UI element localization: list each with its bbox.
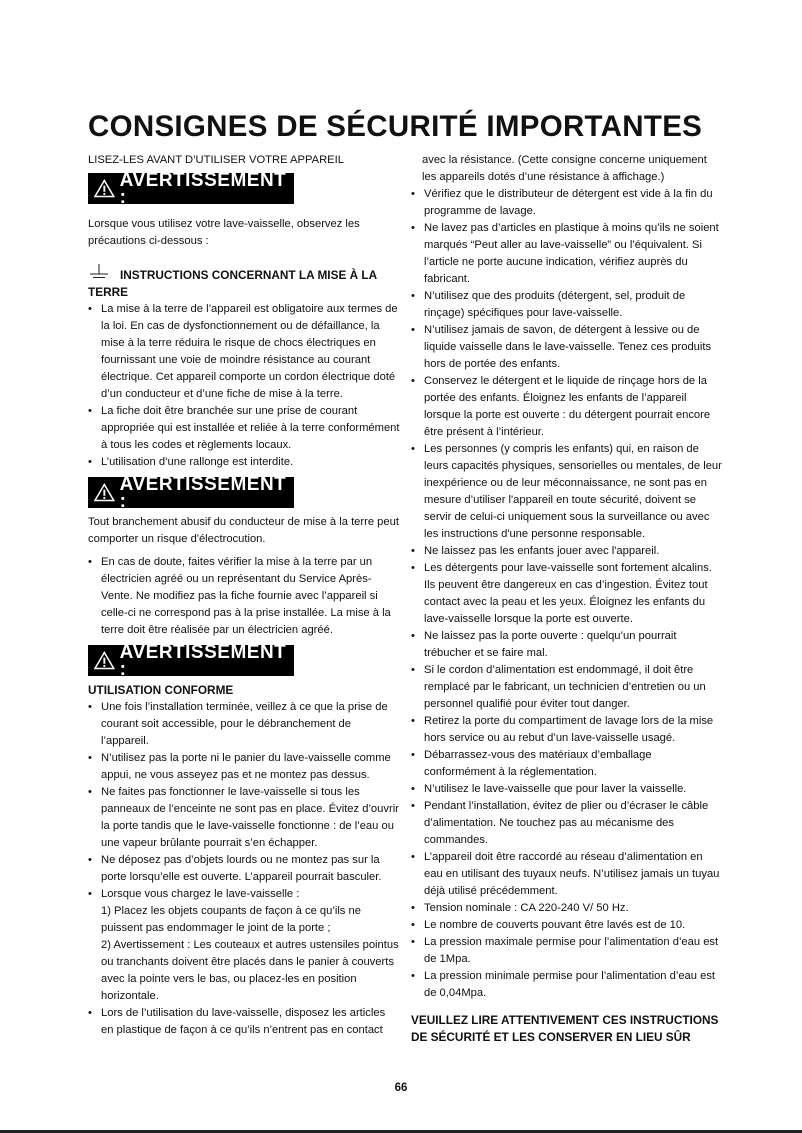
list-item: • La pression minimale permise pour l’alimentation d’eau est de 0,04Mpa. [411,968,723,1002]
page-number: 66 [394,1082,408,1094]
safety-list [411,186,723,1002]
left-column [88,152,400,1039]
ground-symbol-icon [88,264,110,282]
page-title: CONSIGNES DE SÉCURITÉ IMPORTANTES [88,110,703,143]
list-item: • N’utilisez le lave-vaisselle que pour laver la vaisselle. [411,781,723,798]
list-item: • N’utilisez pas la porte ni le panier du lave-vaisselle comme appui, ne vous asseyez pas et ne montez pas dessus. [88,750,400,784]
list-item: • Ne déposez pas d’objets lourds ou ne montez pas sur la porte lorsqu’elle est ouverte. L’appareil pourrait basculer. [88,852,400,886]
list-item: • En cas de doute, faites vérifier la mise à la terre par un électricien agréé ou un représentant du Service Après-Vente. Ne modifiez pas la fiche fournie avec l’appareil si celle-ci ne correspond pas à la prise installée. La mise à la terre doit être réalisée par un électricien agréé. [88,554,400,639]
list-item: • Débarrassez-vous des matériaux d’emballage conformément à la réglementation. [411,747,723,781]
list-item: • Retirez la porte du compartiment de lavage lors de la mise hors service ou au rebut d’un lave-vaisselle usagé. [411,713,723,747]
warning-label: AVERTISSEMENT : [119,641,287,680]
warning-triangle-icon [94,179,115,198]
ground-heading: INSTRUCTIONS CONCERNANT LA MISE À LA TERRE [88,264,400,301]
list-item: • La fiche doit être branchée sur une prise de courant appropriée qui est installée et reliée à la terre conformément à tous les codes et règlements locaux. [88,403,400,454]
misuse-text: Tout branchement abusif du conducteur de mise à la terre peut comporter un risque d'électrocution. [88,516,399,545]
list-item: • N’utilisez jamais de savon, de détergent à lessive ou de liquide vaisselle dans le lave-vaisselle. Tenez ces produits hors de portée des enfants. [411,322,723,373]
list-item: • Les personnes (y compris les enfants) qui, en raison de leurs capacités physiques, sensorielles ou mentales, de leur inexpérience ou de leur méconnaissance, ne sont pas en mesure d’utiliser l'appareil en toute sécurité, doivent se servir de celui-ci uniquement sous la surveillance ou avec les instructions d'une personne responsable. [411,441,723,543]
loading-step: 1) Placez les objets coupants de façon à ce qu’ils ne puissent pas endommager le joint de la porte ; [101,905,361,934]
intro-text: LISEZ-LES AVANT D’UTILISER VOTRE APPAREIL [88,154,344,166]
loading-step: 2) Avertissement : Les couteaux et autres ustensiles pointus ou tranchants doivent être placés dans le panier à couverts avec la pointe vers le bas, ou placez-les en position horizontale. [101,939,399,1002]
list-item: • Ne laissez pas les enfants jouer avec l'appareil. [411,543,723,560]
doubt-list [88,554,400,639]
list-item: • L’appareil doit être raccordé au réseau d’alimentation en eau en utilisant des tuyaux neufs. N’utilisez jamais un tuyau déjà utilisé précédemment. [411,849,723,900]
list-item: • Lorsque vous chargez le lave-vaisselle : 1) Placez les objets coupants de façon à ce qu’ils ne puissent pas endommager le joint de la porte ; 2) Avertissement : Les couteaux et autres ustensiles pointus ou tranchants doivent être placés dans le panier à couverts avec la pointe vers le bas, ou placez-les en position horizontale. [88,886,400,1005]
precautions-text: Lorsque vous utilisez votre lave-vaisselle, observez les précautions ci-dessous : [88,218,360,247]
list-item: • Vérifiez que le distributeur de détergent est vide à la fin du programme de lavage. [411,186,723,220]
list-item: • Conservez le détergent et le liquide de rinçage hors de la portée des enfants. Éloignez les enfants de l’appareil lorsque la porte est ouverte : du détergent pourrait encore être présent à l’intérieur. [411,373,723,441]
warning-label: AVERTISSEMENT : [119,169,287,208]
warning-banner [88,473,294,512]
ground-list [88,301,400,471]
list-item: • Lors de l’utilisation du lave-vaisselle, disposez les articles en plastique de façon à ce qu’ils n’entrent pas en contact [88,1005,400,1039]
right-column [411,152,723,1046]
warning-banner [88,641,294,680]
warning-label: AVERTISSEMENT : [119,473,287,512]
list-item: • N’utilisez que des produits (détergent, sel, produit de rinçage) spécifiques pour lave-vaisselle. [411,288,723,322]
closing-notice: VEUILLEZ LIRE ATTENTIVEMENT CES INSTRUCTIONS DE SÉCURITÉ ET LES CONSERVER EN LIEU SÛR [411,1013,719,1044]
warning-banner [88,169,294,208]
list-item: • Ne lavez pas d’articles en plastique à moins qu’ils ne soient marqués “Peut aller au lave-vaisselle” ou l’équivalent. Si l’article ne porte aucune indication, vérifiez auprès du fabricant. [411,220,723,288]
list-item: • La pression maximale permise pour l’alimentation d’eau est de 1Mpa. [411,934,723,968]
use-list [88,699,400,1039]
warning-triangle-icon [94,483,115,502]
list-item: • Une fois l’installation terminée, veillez à ce que la prise de courant soit accessible, pour le débranchement de l’appareil. [88,699,400,750]
list-item: • Ne faites pas fonctionner le lave-vaisselle si tous les panneaux de l’enceinte ne sont pas en place. Évitez d’ouvrir la porte tandis que le lave-vaisselle fonctionne : de l’eau ou une vapeur brûlante pourrait s’en échapper. [88,784,400,852]
list-item: • Le nombre de couverts pouvant être lavés est de 10. [411,917,723,934]
list-item: • Tension nominale : CA 220-240 V/ 50 Hz. [411,900,723,917]
continuation-text: avec la résistance. (Cette consigne concerne uniquement les appareils dotés d’une résistance à affichage.) [422,154,707,183]
list-item: • Les détergents pour lave-vaisselle sont fortement alcalins. Ils peuvent être dangereux en cas d’ingestion. Évitez tout contact avec la peau et les yeux. Éloignez les enfants du lave-vaisselle lorsque la porte est ouverte. [411,560,723,628]
use-heading: UTILISATION CONFORME [88,683,234,697]
list-item: • Ne laissez pas la porte ouverte : quelqu’un pourrait trébucher et se faire mal. [411,628,723,662]
list-item: • La mise à la terre de l’appareil est obligatoire aux termes de la loi. En cas de dysfonctionnement ou de défaillance, la mise à la terre réduira le risque de chocs électriques en fournissant une voie de moindre résistance au courant électrique. Cet appareil comporte un cordon électrique doté d’un conducteur et d’une fiche de mise à la terre. [88,301,400,403]
list-item: • Pendant l’installation, évitez de plier ou d’écraser le câble d’alimentation. Ne touchez pas au mécanisme des commandes. [411,798,723,849]
warning-triangle-icon [94,651,115,670]
list-item: • Si le cordon d’alimentation est endommagé, il doit être remplacé par le fabricant, un technicien d’entretien ou un personnel qualifié pour éviter tout danger. [411,662,723,713]
list-item: • L’utilisation d’une rallonge est interdite. [88,454,400,471]
